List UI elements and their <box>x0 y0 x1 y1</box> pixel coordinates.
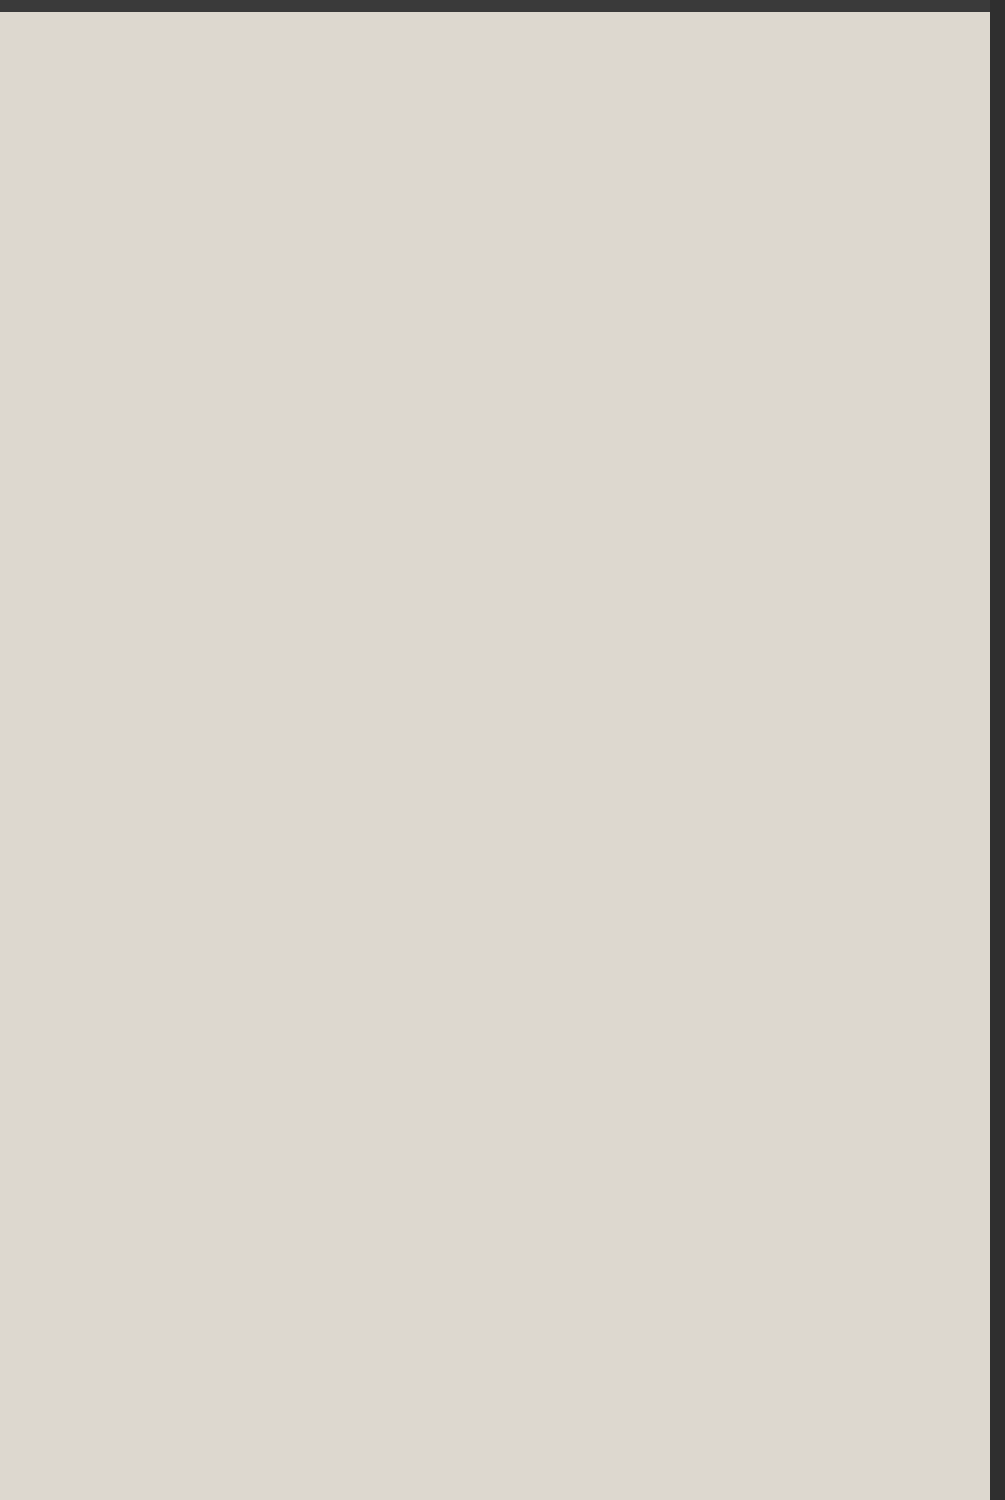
scan-shadow <box>990 0 1005 1500</box>
page-content-area <box>180 162 860 1382</box>
scanned-page <box>0 12 990 1500</box>
